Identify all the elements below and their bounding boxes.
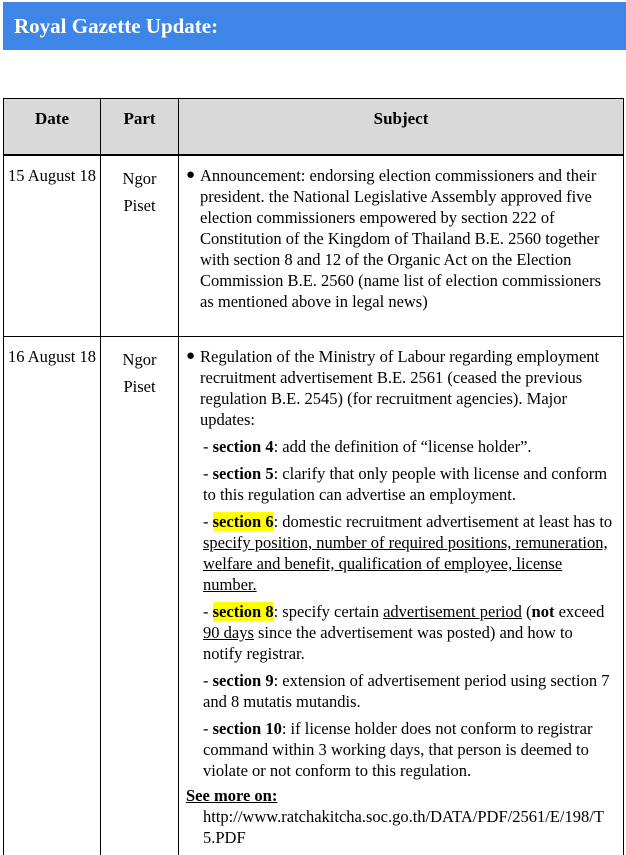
section-9-item: - section 9: extension of advertisement period using section 7 and 8 mutatis mutandis.: [203, 671, 610, 711]
row-date: 16 August 18: [4, 337, 101, 855]
row-date: 15 August 18: [4, 155, 101, 337]
section-9-label: section 9: [212, 671, 274, 690]
header-date: Date: [4, 99, 101, 155]
royal-gazette-table: [3, 98, 624, 855]
table-row: [4, 337, 624, 855]
table-row: [4, 155, 624, 337]
source-link[interactable]: http://www.ratchakitcha.soc.go.th/DATA/PDF/2561/E/198/T5.PDF: [203, 807, 604, 847]
section-6-label: section 6: [212, 512, 274, 531]
table-header-row: [4, 99, 624, 155]
section-10-label: section 10: [212, 719, 282, 738]
bullet-icon: ●: [186, 166, 196, 183]
section-banner: [3, 2, 626, 50]
row-subject: [179, 337, 624, 855]
header-subject: Subject: [179, 99, 624, 155]
section-4-label: section 4: [212, 437, 274, 456]
regulation-intro-text: Regulation of the Ministry of Labour regarding employment recruitment advertisement B.E. 2561 (ceased the previous regulation B.E. 2545) (for recruitment agencies). Major updates:: [200, 347, 600, 429]
header-part: Part: [101, 99, 179, 155]
row-part: Ngor Piset: [101, 155, 179, 337]
see-more-label: See more on:: [186, 786, 278, 805]
announcement-paragraph: [186, 165, 615, 312]
regulation-intro: [186, 346, 615, 430]
row-part: Ngor Piset: [101, 337, 179, 855]
section-5-label: section 5: [212, 464, 274, 483]
section-8-item: - section 8: specify certain advertisement period (not exceed 90 days since the advertisement was posted) and how to notify registrar.: [203, 602, 605, 663]
section-4-item: - section 4: add the definition of “license holder”.: [203, 437, 532, 456]
announcement-text: Announcement: endorsing election commissioners and their president. the National Legislative Assembly approved five election commissioners empowered by section 222 of Constitution of the Kingdom of Thailand B.E. 2560 together with section 8 and 12 of the Organic Act on the Election Commission B.E. 2560 (name list of election commissioners as mentioned above in legal news): [200, 165, 602, 311]
row-subject: [179, 155, 624, 337]
section-10-item: - section 10: if license holder does not conform to registrar command within 3 working days, that person is deemed to violate or not conform to this regulation.: [203, 719, 593, 780]
bullet-icon: ●: [186, 348, 196, 364]
banner-title: Royal Gazette Update:: [14, 14, 219, 38]
section-6-item: - section 6: domestic recruitment advertisement at least has to specify position, number of required positions, remuneration, welfare and benefit, qualification of employee, license number.: [203, 512, 613, 594]
section-5-item: - section 5: clarify that only people with license and conform to this regulation can advertise an employment.: [203, 464, 608, 504]
section-8-label: section 8: [212, 602, 274, 621]
